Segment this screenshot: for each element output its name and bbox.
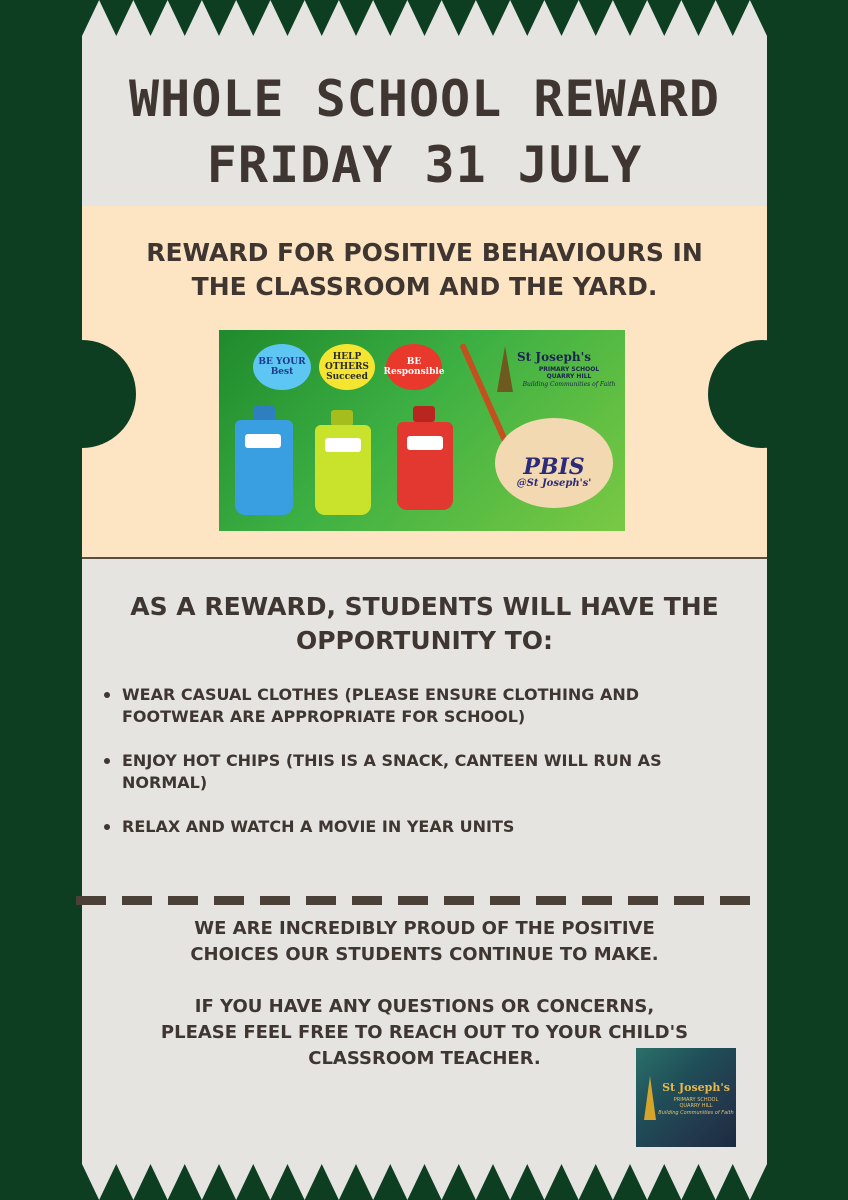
title-line-1: WHOLE SCHOOL REWARD	[129, 70, 720, 128]
reward-heading-line-2: THE CLASSROOM AND THE YARD.	[191, 272, 658, 301]
list-item	[100, 816, 720, 838]
bubble-3-text-1: BE	[406, 357, 422, 367]
pbis-banner-image	[219, 330, 625, 531]
opportunity-heading	[82, 590, 767, 658]
tube-face-red	[407, 436, 443, 450]
page-title	[82, 66, 767, 198]
paint-tube-cap-red	[413, 406, 435, 422]
church-spire-icon	[644, 1076, 656, 1120]
ticket-notch-left	[28, 340, 136, 448]
bullet-icon	[104, 758, 110, 764]
bullet-icon	[104, 824, 110, 830]
bubble-3-text-2: Responsible	[383, 367, 445, 377]
pbis-title: PBIS	[523, 454, 585, 480]
bubble-1-text-2: Best	[270, 367, 294, 377]
reward-heading-line-1: REWARD FOR POSITIVE BEHAVIOURS IN	[146, 238, 703, 267]
list-item-text: WEAR CASUAL CLOTHES (PLEASE ENSURE CLOTHING AND FOOTWEAR ARE APPROPRIATE FOR SCHOOL)	[122, 685, 640, 726]
paint-tube-cap-yellow	[331, 410, 353, 426]
closing-p2-line-2: PLEASE FEEL FREE TO REACH OUT TO YOUR CHILD'S	[160, 1022, 689, 1043]
bubble-2-text-2: OTHERS	[325, 362, 369, 372]
speech-bubble-be-your-best	[253, 344, 311, 390]
closing-p2-line-1: IF YOU HAVE ANY QUESTIONS OR CONCERNS,	[194, 996, 655, 1017]
church-spire-icon	[497, 346, 513, 392]
footer-school-name: St Joseph's	[662, 1081, 730, 1094]
list-item-text: RELAX AND WATCH A MOVIE IN YEAR UNITS	[122, 817, 515, 836]
footer-school-motto: Building Communities of Faith	[658, 1110, 734, 1116]
list-item	[100, 750, 720, 794]
speech-bubble-help-others	[319, 344, 375, 390]
bubble-1-text-1: BE YOUR	[258, 357, 306, 367]
speech-bubble-be-responsible	[383, 344, 445, 390]
footer-school-line-1: PRIMARY SCHOOL	[673, 1097, 719, 1103]
closing-p2-line-3: CLASSROOM TEACHER.	[308, 1048, 541, 1069]
ticket-notch-right	[708, 340, 816, 448]
footer-school-line-2: QUARRY HILL	[679, 1103, 713, 1109]
school-motto: Building Communities of Faith	[522, 381, 616, 388]
bubble-2-text-1: HELP	[332, 352, 362, 362]
section-divider	[82, 557, 767, 559]
closing-p1-line-2: CHOICES OUR STUDENTS CONTINUE TO MAKE.	[190, 944, 659, 965]
tube-face-yellow	[325, 438, 361, 452]
closing-p1-line-1: WE ARE INCREDIBLY PROUD OF THE POSITIVE	[194, 918, 655, 939]
opportunity-list	[100, 684, 720, 860]
pbis-label	[509, 456, 599, 490]
closing-paragraph-1	[82, 916, 767, 968]
bullet-icon	[104, 692, 110, 698]
school-line-1: PRIMARY SCHOOL	[538, 366, 600, 373]
dashed-divider	[76, 896, 766, 905]
bubble-2-text-3: Succeed	[326, 372, 368, 382]
title-line-2: FRIDAY 31 JULY	[206, 136, 643, 194]
opportunity-heading-line-2: OPPORTUNITY TO:	[295, 626, 554, 655]
school-name: St Joseph's	[517, 350, 592, 364]
school-line-2: QUARRY HILL	[546, 373, 592, 380]
reward-heading	[82, 236, 767, 304]
footer-school-logo	[636, 1048, 736, 1147]
list-item-text: ENJOY HOT CHIPS (THIS IS A SNACK, CANTEEN WILL RUN AS NORMAL)	[122, 751, 662, 792]
opportunity-heading-line-1: AS A REWARD, STUDENTS WILL HAVE THE	[130, 592, 719, 621]
tube-face-blue	[245, 434, 281, 448]
list-item	[100, 684, 720, 728]
pbis-subtitle: @St Joseph's'	[516, 478, 592, 489]
